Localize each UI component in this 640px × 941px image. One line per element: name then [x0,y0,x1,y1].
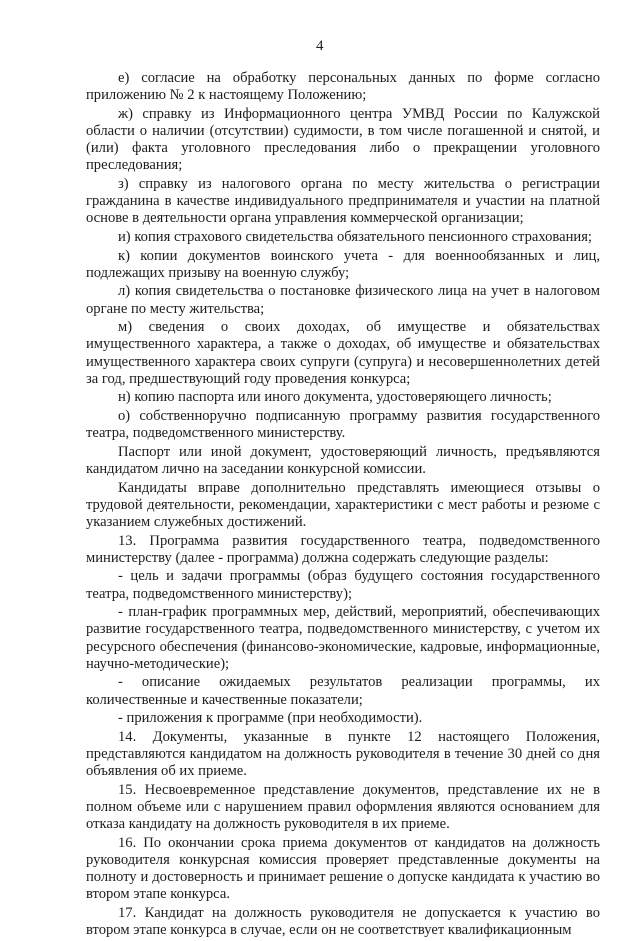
paragraph-section-13: 13. Программа развития государственного театра, подведомственного министерству (далее - программа) должна содержать следующие разделы: [86,532,600,566]
paragraph-section-16: 16. По окончании срока приема документов от кандидатов на должность руководителя конкурсная комиссия проверяет представленные документы на полноту и достоверность и принимает решение о допуске кандидата к участию во втором этапе конкурса. [86,834,600,903]
paragraph-item-m: м) сведения о своих доходах, об имуществе и обязательствах имущественного характера, а также о доходах, об имуществе и обязательствах имущественного характера своих супруги (супруга) и несовершеннолетних детей за год, предшествующий году проведения конкурса; [86,319,600,387]
document-body [86,70,600,941]
paragraph-candidates: Кандидаты вправе дополнительно представлять имеющиеся отзывы о трудовой деятельности, рекомендации, характеристики с мест работы и резюме с указанием служебных достижений. [86,479,600,530]
paragraph-section-15: 15. Несвоевременное представление документов, представление их не в полном объеме или с нарушением правил оформления являются основанием для отказа кандидату на должность руководителя в их приеме. [86,781,600,833]
page-number: 4 [316,38,324,54]
paragraph-item-n: н) копию паспорта или иного документа, удостоверяющего личность; [118,389,552,406]
list-item-appendices: - приложения к программе (при необходимости). [118,710,423,727]
paragraph-item-l: л) копия свидетельства о постановке физического лица на учет в налоговом органе по месту жительства; [86,283,600,317]
paragraph-item-e: е) согласие на обработку персональных данных по форме согласно приложению № 2 к настоящему Положению; [86,70,600,104]
list-item-goals: - цель и задачи программы (образ будущего состояния государственного театра, подведомственного министерству); [86,568,600,602]
paragraph-item-zh: ж) справку из Информационного центра УМВД России по Калужской области о наличии (отсутствии) судимости, в том числе погашенной и снятой, и (или) факта уголовного преследования либо о прекращении уголовного преследования; [86,105,600,174]
paragraph-section-17: 17. Кандидат на должность руководителя не допускается к участию во втором этапе конкурса в случае, если он не соответствует квалификационным [86,904,600,939]
paragraph-passport: Паспорт или иной документ, удостоверяющий личность, предъявляются кандидатом лично на заседании конкурсной комиссии. [86,443,600,477]
paragraph-item-o: о) собственноручно подписанную программу развития государственного театра, подведомственного министерству. [86,407,600,442]
paragraph-section-14: 14. Документы, указанные в пункте 12 настоящего Положения, представляются кандидатом на должность руководителя в течение 30 дней со дня объявления об их приеме. [86,728,600,780]
list-item-results: - описание ожидаемых результатов реализации программы, их количественные и качественные показатели; [86,674,600,708]
paragraph-item-k: к) копии документов воинского учета - для военнообязанных и лиц, подлежащих призыву на военную службу; [86,247,600,281]
list-item-schedule: - план-график программных мер, действий, мероприятий, обеспечивающих развитие государственного театра, подведомственного министерству, с учетом их ресурсного обеспечения (финансово-экономические, кадровые, информационные, научно-методические); [86,604,600,672]
paragraph-item-i: и) копия страхового свидетельства обязательного пенсионного страхования; [118,229,592,245]
paragraph-item-z: з) справку из налогового органа по месту жительства о регистрации гражданина в качестве индивидуального предпринимателя и участии на платной основе в деятельности органа управления коммерческой организации; [86,176,600,227]
